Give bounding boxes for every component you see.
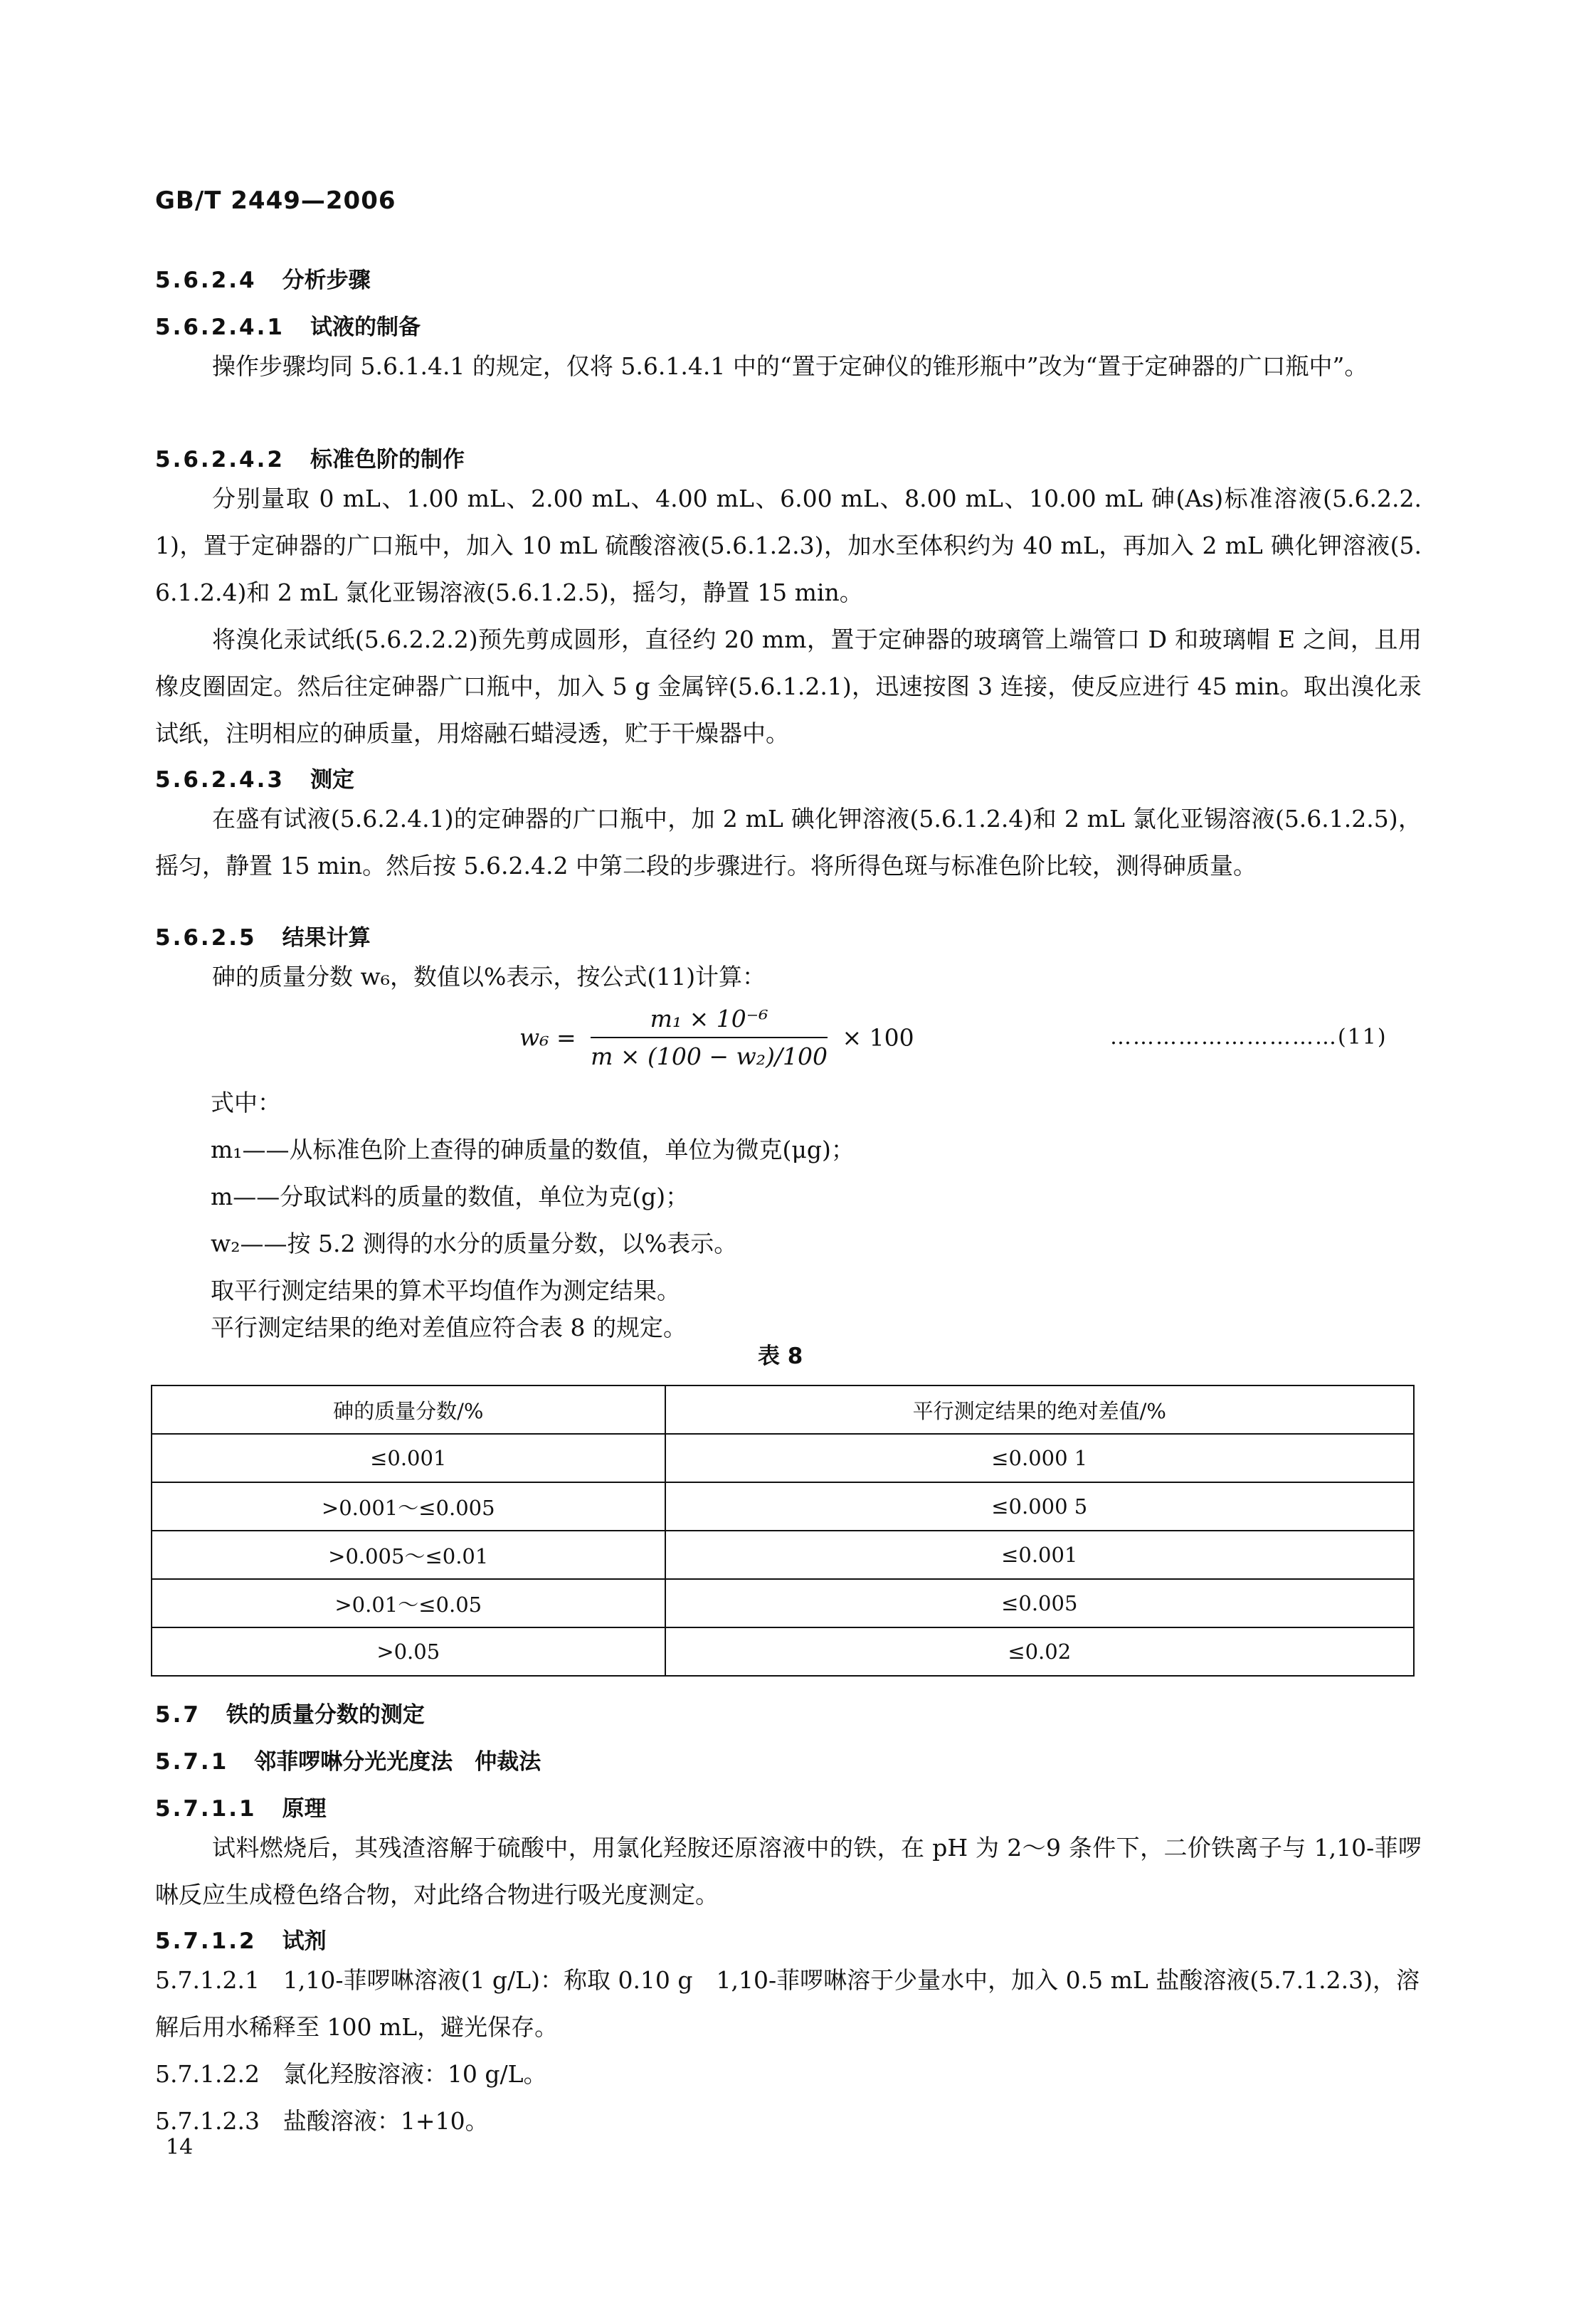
paragraph-principle: 试料燃烧后，其残渣溶解于硫酸中，用氯化羟胺还原溶液中的铁，在 pH 为 2～9 条件下，二价铁离子与 1,10-菲啰啉反应生成橙色络合物，对此络合物进行吸光度测定。 xyxy=(155,1834,1422,1909)
paragraph-reagent-3: 5.7.1.2.3 盐酸溶液：1+10。 xyxy=(155,2107,489,2135)
paragraph-average: 取平行测定结果的算术平均值作为测定结果。 xyxy=(211,1277,680,1304)
formula-11 xyxy=(519,1005,914,1070)
table-header-row xyxy=(152,1385,1414,1434)
heading-5-7-1 xyxy=(155,1743,541,1775)
section-number: 5.7.1.2 xyxy=(155,1928,257,1954)
section-number: 5.6.2.4 xyxy=(155,268,257,293)
paragraph-determination: 在盛有试液(5.6.2.4.1)的定砷器的广口瓶中，加 2 mL 碘化钾溶液(5.6.1.2.4)和 2 mL 氯化亚锡溶液(5.6.1.2.5)，摇匀，静置 15 min。然后按 5.6.2.4.2 中第二段的步骤进行。将所得色斑与标准色阶比较，测得砷质量。 xyxy=(155,805,1422,880)
section-number: 5.7.1.1 xyxy=(155,1796,257,1822)
table-cell: ≤0.001 xyxy=(665,1531,1415,1579)
paragraph-table-ref: 平行测定结果的绝对差值应符合表 8 的规定。 xyxy=(211,1314,687,1341)
table-8 xyxy=(151,1385,1415,1677)
table-cell: ≤0.000 5 xyxy=(665,1482,1415,1531)
heading-5-6-2-5 xyxy=(155,919,371,951)
table-caption: 表 8 xyxy=(758,1344,803,1369)
formula-rhs: × 100 xyxy=(842,1023,914,1052)
section-title: 标准色阶的制作 xyxy=(310,447,465,473)
formula-numerator: m₁ × 10⁻⁶ xyxy=(591,1005,828,1038)
definition-m: m——分取试料的质量的数值，单位为克(g)； xyxy=(211,1183,689,1210)
section-title: 分析步骤 xyxy=(282,268,371,293)
table-row xyxy=(152,1482,1414,1531)
standard-number: GB/T 2449—2006 xyxy=(155,186,396,215)
formula-number: …………………………(11) xyxy=(1110,1025,1388,1050)
table-cell: ≤0.005 xyxy=(665,1579,1415,1627)
table-cell: >0.01～≤0.05 xyxy=(152,1579,665,1627)
section-title: 铁的质量分数的测定 xyxy=(226,1702,425,1728)
definition-w2: w₂——按 5.2 测得的水分的质量分数，以%表示。 xyxy=(211,1230,738,1257)
where-label: 式中： xyxy=(211,1089,281,1117)
heading-5-7-1-2 xyxy=(155,1923,327,1955)
section-number: 5.7.1 xyxy=(155,1749,229,1775)
paragraph-sample-prep: 操作步骤均同 5.6.1.4.1 的规定，仅将 5.6.1.4.1 中的“置于定砷仪的锥形瓶中”改为“置于定砷器的广口瓶中”。 xyxy=(212,352,1368,380)
paragraph-reagent-1: 5.7.1.2.1 1,10-菲啰啉溶液(1 g/L)：称取 0.10 g 1,10-菲啰啉溶于少量水中，加入 0.5 mL 盐酸溶液(5.7.1.2.3)，溶解后用水稀释至 100 mL，避光保存。 xyxy=(155,1966,1420,2041)
table-row xyxy=(152,1434,1414,1482)
section-title: 原理 xyxy=(282,1796,327,1822)
section-title: 结果计算 xyxy=(282,925,371,951)
paragraph-calc-intro: 砷的质量分数 w₆，数值以%表示，按公式(11)计算： xyxy=(212,963,766,991)
formula-denominator: m × (100 − w₂)/100 xyxy=(591,1042,828,1070)
table-row xyxy=(152,1531,1414,1579)
heading-5-6-2-4 xyxy=(155,262,371,294)
section-title: 测定 xyxy=(310,767,354,793)
table-header-cell: 平行测定结果的绝对差值/% xyxy=(665,1385,1415,1434)
table-row xyxy=(152,1579,1414,1627)
heading-5-6-2-4-1 xyxy=(155,309,421,341)
table-cell: ≤0.000 1 xyxy=(665,1434,1415,1482)
section-number: 5.6.2.4.1 xyxy=(155,315,285,340)
heading-5-7 xyxy=(155,1696,425,1728)
section-number: 5.7 xyxy=(155,1702,201,1728)
formula-lhs: w₆ = xyxy=(519,1023,576,1052)
table-cell: >0.001～≤0.005 xyxy=(152,1482,665,1531)
table-cell: ≤0.02 xyxy=(665,1627,1415,1676)
paragraph-standard-series: 分别量取 0 mL、1.00 mL、2.00 mL、4.00 mL、6.00 mL、8.00 mL、10.00 mL 砷(As)标准溶液(5.6.2.2.1)，置于定砷器的广口瓶中，加入 10 mL 硫酸溶液(5.6.1.2.3)，加水至体积约为 40 mL，再加入 2 mL 碘化钾溶液(5.6.1.2.4)和 2 mL 氯化亚锡溶液(5.6.1.2.5)，摇匀，静置 15 min。 xyxy=(155,485,1422,606)
page-number: 14 xyxy=(166,2135,194,2160)
section-title: 试液的制备 xyxy=(310,315,421,340)
table-header-cell: 砷的质量分数/% xyxy=(152,1385,665,1434)
definition-m1: m₁——从标准色阶上查得的砷质量的数值，单位为微克(μg)； xyxy=(211,1136,855,1163)
heading-5-6-2-4-3 xyxy=(155,761,354,793)
table-cell: >0.005～≤0.01 xyxy=(152,1531,665,1579)
table-cell: >0.05 xyxy=(152,1627,665,1676)
section-title: 试剂 xyxy=(282,1928,327,1954)
section-title: 邻菲啰啉分光光度法 仲裁法 xyxy=(254,1749,541,1775)
section-number: 5.6.2.4.2 xyxy=(155,447,285,473)
section-number: 5.6.2.5 xyxy=(155,925,257,951)
paragraph-test-paper: 将溴化汞试纸(5.6.2.2.2)预先剪成圆形，直径约 20 mm，置于定砷器的玻璃管上端管口 D 和玻璃帽 E 之间，且用橡皮圈固定。然后往定砷器广口瓶中，加入 5 g 金属锌(5.6.1.2.1)，迅速按图 3 连接，使反应进行 45 min。取出溴化汞试纸，注明相应的砷质量，用熔融石蜡浸透，贮于干燥器中。 xyxy=(155,625,1422,747)
section-number: 5.6.2.4.3 xyxy=(155,767,285,793)
heading-5-6-2-4-2 xyxy=(155,441,465,473)
table-row xyxy=(152,1627,1414,1676)
heading-5-7-1-1 xyxy=(155,1790,327,1822)
formula-fraction xyxy=(591,1005,828,1070)
paragraph-reagent-2: 5.7.1.2.2 氯化羟胺溶液：10 g/L。 xyxy=(155,2060,547,2088)
table-cell: ≤0.001 xyxy=(152,1434,665,1482)
